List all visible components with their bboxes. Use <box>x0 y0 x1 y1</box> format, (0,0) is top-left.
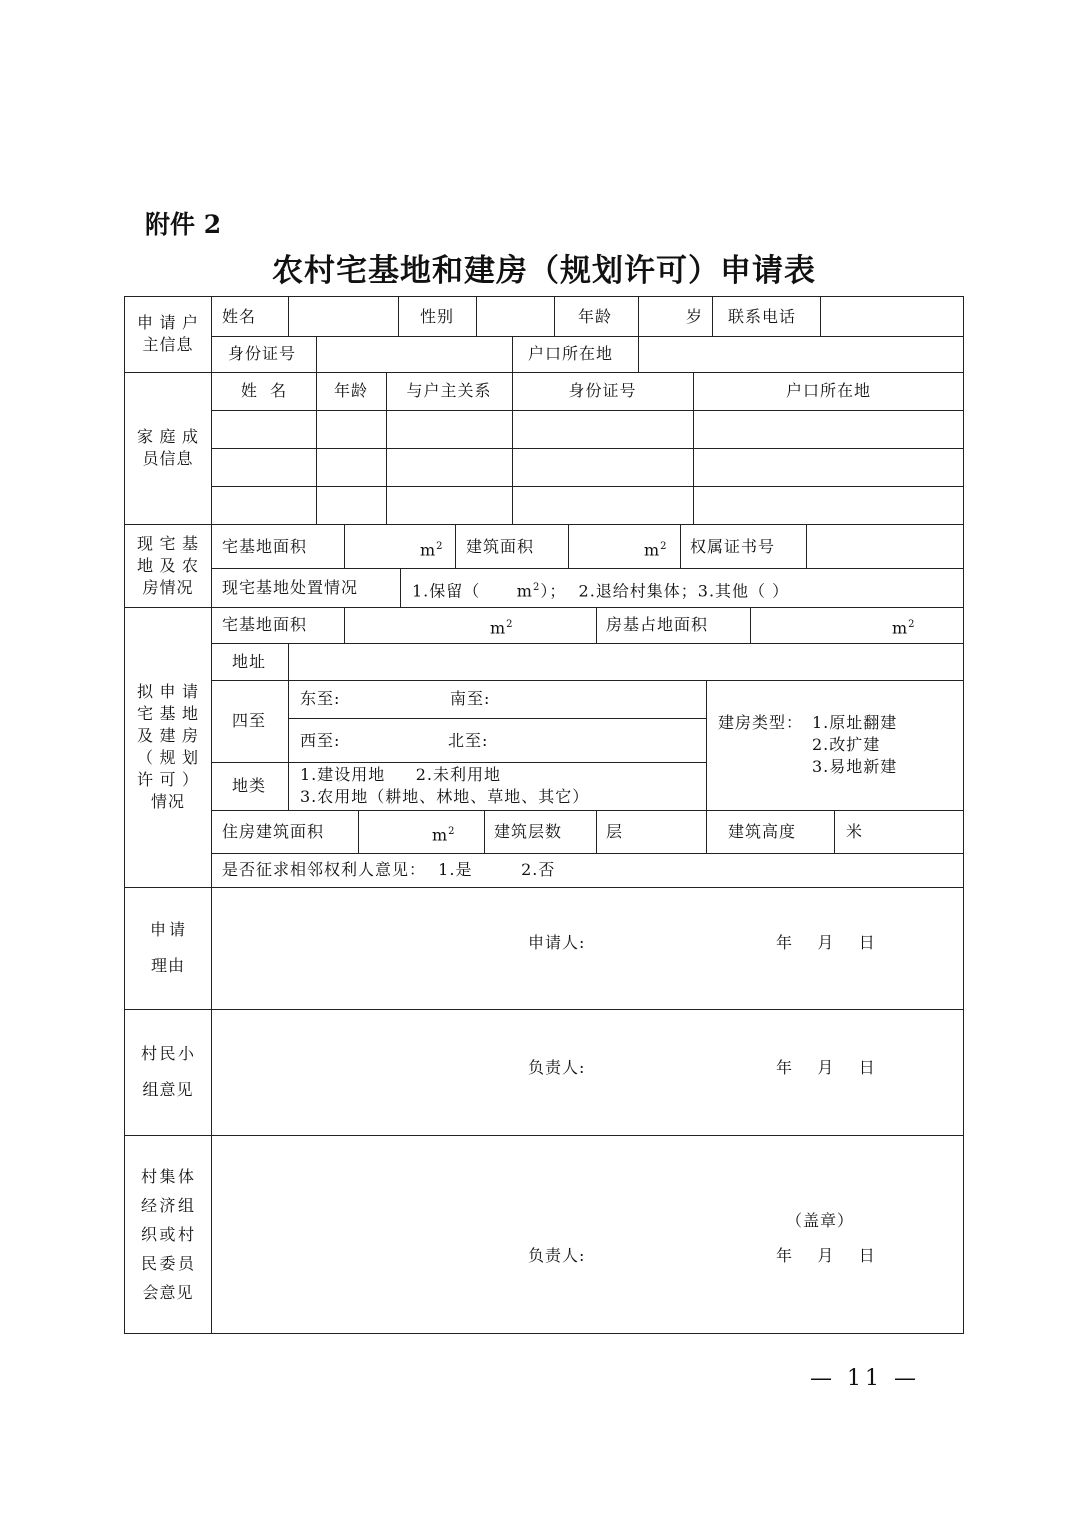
page-number: — 11 — <box>810 1366 920 1391</box>
col-divider <box>706 680 707 810</box>
section-divider <box>124 1009 964 1010</box>
col-divider <box>596 607 597 643</box>
col-divider <box>554 296 555 336</box>
build-type-label: 建房类型： <box>718 713 804 732</box>
col-divider <box>288 296 289 336</box>
reason-date: 年 月 日 <box>776 933 876 952</box>
application-form-table <box>124 296 964 1334</box>
unit-square-meter: $m^2$ <box>892 618 916 638</box>
section-divider <box>124 524 964 525</box>
col-divider <box>400 568 401 607</box>
section-group-opinion: 村民小组意见 <box>141 1044 195 1099</box>
group-date: 年 月 日 <box>776 1058 876 1077</box>
section-committee-opinion: 村集体经济组织或村民委员会意见 <box>141 1167 195 1302</box>
unit-square-meter: $m^2$ <box>432 825 456 845</box>
row-divider <box>288 718 706 719</box>
row-divider <box>212 336 964 337</box>
section-proposed: 拟申请宅基地及建房（规划许可）情况 <box>137 682 199 811</box>
col-divider <box>316 336 317 372</box>
col-divider <box>596 810 597 853</box>
section-reason: 申请理由 <box>150 920 186 975</box>
col-divider <box>455 524 456 568</box>
height-unit: 米 <box>846 822 864 841</box>
col-divider <box>484 810 485 853</box>
family-header-age: 年龄 <box>333 381 368 400</box>
phone-label: 联系电话 <box>728 307 797 326</box>
south-boundary-label: 南至: <box>450 689 491 708</box>
age-unit: 岁 <box>686 307 704 326</box>
col-divider <box>512 336 513 372</box>
section-divider <box>124 887 964 888</box>
floors-label: 建筑层数 <box>494 822 563 841</box>
section-applicant: 申请户主信息 <box>137 313 199 354</box>
gender-label: 性别 <box>420 307 455 326</box>
footprint-label: 房基占地面积 <box>606 615 709 634</box>
row-divider <box>212 762 706 763</box>
current-land-area-label: 宅基地面积 <box>222 537 308 556</box>
boundaries-label: 四至 <box>232 711 267 730</box>
col-divider <box>806 524 807 568</box>
group-leader-signature-label: 负责人: <box>528 1058 586 1077</box>
col-divider <box>638 336 639 372</box>
family-header-relation: 与户主关系 <box>406 381 492 400</box>
east-boundary-label: 东至: <box>300 689 341 708</box>
proposed-land-area-label: 宅基地面积 <box>222 615 308 634</box>
floor-unit: 层 <box>606 822 624 841</box>
height-label: 建筑高度 <box>728 822 797 841</box>
col-divider <box>706 810 707 853</box>
col-divider <box>680 524 681 568</box>
col-divider <box>344 524 345 568</box>
col-divider <box>820 296 821 336</box>
col-divider <box>398 296 399 336</box>
applicant-signature-label: 申请人: <box>528 933 586 952</box>
row-divider <box>212 568 964 569</box>
family-header-hukou: 户口所在地 <box>785 381 871 400</box>
col-divider <box>638 296 639 336</box>
col-divider <box>712 296 713 336</box>
row-divider <box>212 643 964 644</box>
section-divider <box>124 372 964 373</box>
col-divider <box>476 296 477 336</box>
row-divider <box>212 486 964 487</box>
row-divider <box>212 853 964 854</box>
committee-signature-label: 负责人: <box>528 1246 586 1265</box>
hukou-label: 户口所在地 <box>528 344 614 363</box>
land-type-option-2: 3.农用地（耕地、林地、草地、其它） <box>300 787 590 806</box>
attachment-label: 附件 2 <box>145 210 222 239</box>
build-type-option-2: 2.改扩建 <box>812 735 881 754</box>
age-label: 年龄 <box>578 307 613 326</box>
committee-date: 年 月 日 <box>776 1246 876 1265</box>
cert-number-label: 权属证书号 <box>690 537 776 556</box>
section-family: 家庭成员信息 <box>137 427 199 468</box>
unit-square-meter: $m^2$ <box>644 540 668 560</box>
housing-area-label: 住房建筑面积 <box>222 822 325 841</box>
build-type-option-1: 1.原址翻建 <box>812 713 898 732</box>
neighbor-consent-question: 是否征求相邻权利人意见： 1.是 2.否 <box>222 860 556 879</box>
col-divider <box>834 810 835 853</box>
disposal-options: 1.保留（ $m^2$）； 2.退给村集体；3.其他（ ） <box>412 581 790 601</box>
col-divider <box>344 607 345 643</box>
section-divider <box>124 1135 964 1136</box>
row-divider <box>212 410 964 411</box>
seal-label: （盖章） <box>786 1211 855 1230</box>
land-type-label: 地类 <box>232 776 267 795</box>
col-divider <box>568 524 569 568</box>
col-divider <box>358 810 359 853</box>
address-label: 地址 <box>232 652 267 671</box>
row-divider <box>212 448 964 449</box>
col-divider <box>750 607 751 643</box>
current-building-area-label: 建筑面积 <box>466 537 535 556</box>
id-number-label: 身份证号 <box>228 344 297 363</box>
row-divider <box>212 680 964 681</box>
build-type-option-3: 3.易地新建 <box>812 757 898 776</box>
unit-square-meter: $m^2$ <box>420 540 444 560</box>
col-divider <box>288 643 289 810</box>
north-boundary-label: 北至: <box>448 731 489 750</box>
form-title: 农村宅基地和建房（规划许可）申请表 <box>272 253 816 289</box>
family-header-id: 身份证号 <box>568 381 637 400</box>
unit-square-meter: $m^2$ <box>490 618 514 638</box>
section-current-land: 现宅基地及农房情况 <box>137 533 199 597</box>
row-divider <box>212 810 964 811</box>
name-label: 姓名 <box>222 307 257 326</box>
disposal-label: 现宅基地处置情况 <box>222 578 359 597</box>
land-type-option-1: 1.建设用地 2.未利用地 <box>300 765 501 784</box>
family-header-name: 姓 名 <box>240 381 288 400</box>
west-boundary-label: 西至: <box>300 731 341 750</box>
section-divider <box>124 607 964 608</box>
